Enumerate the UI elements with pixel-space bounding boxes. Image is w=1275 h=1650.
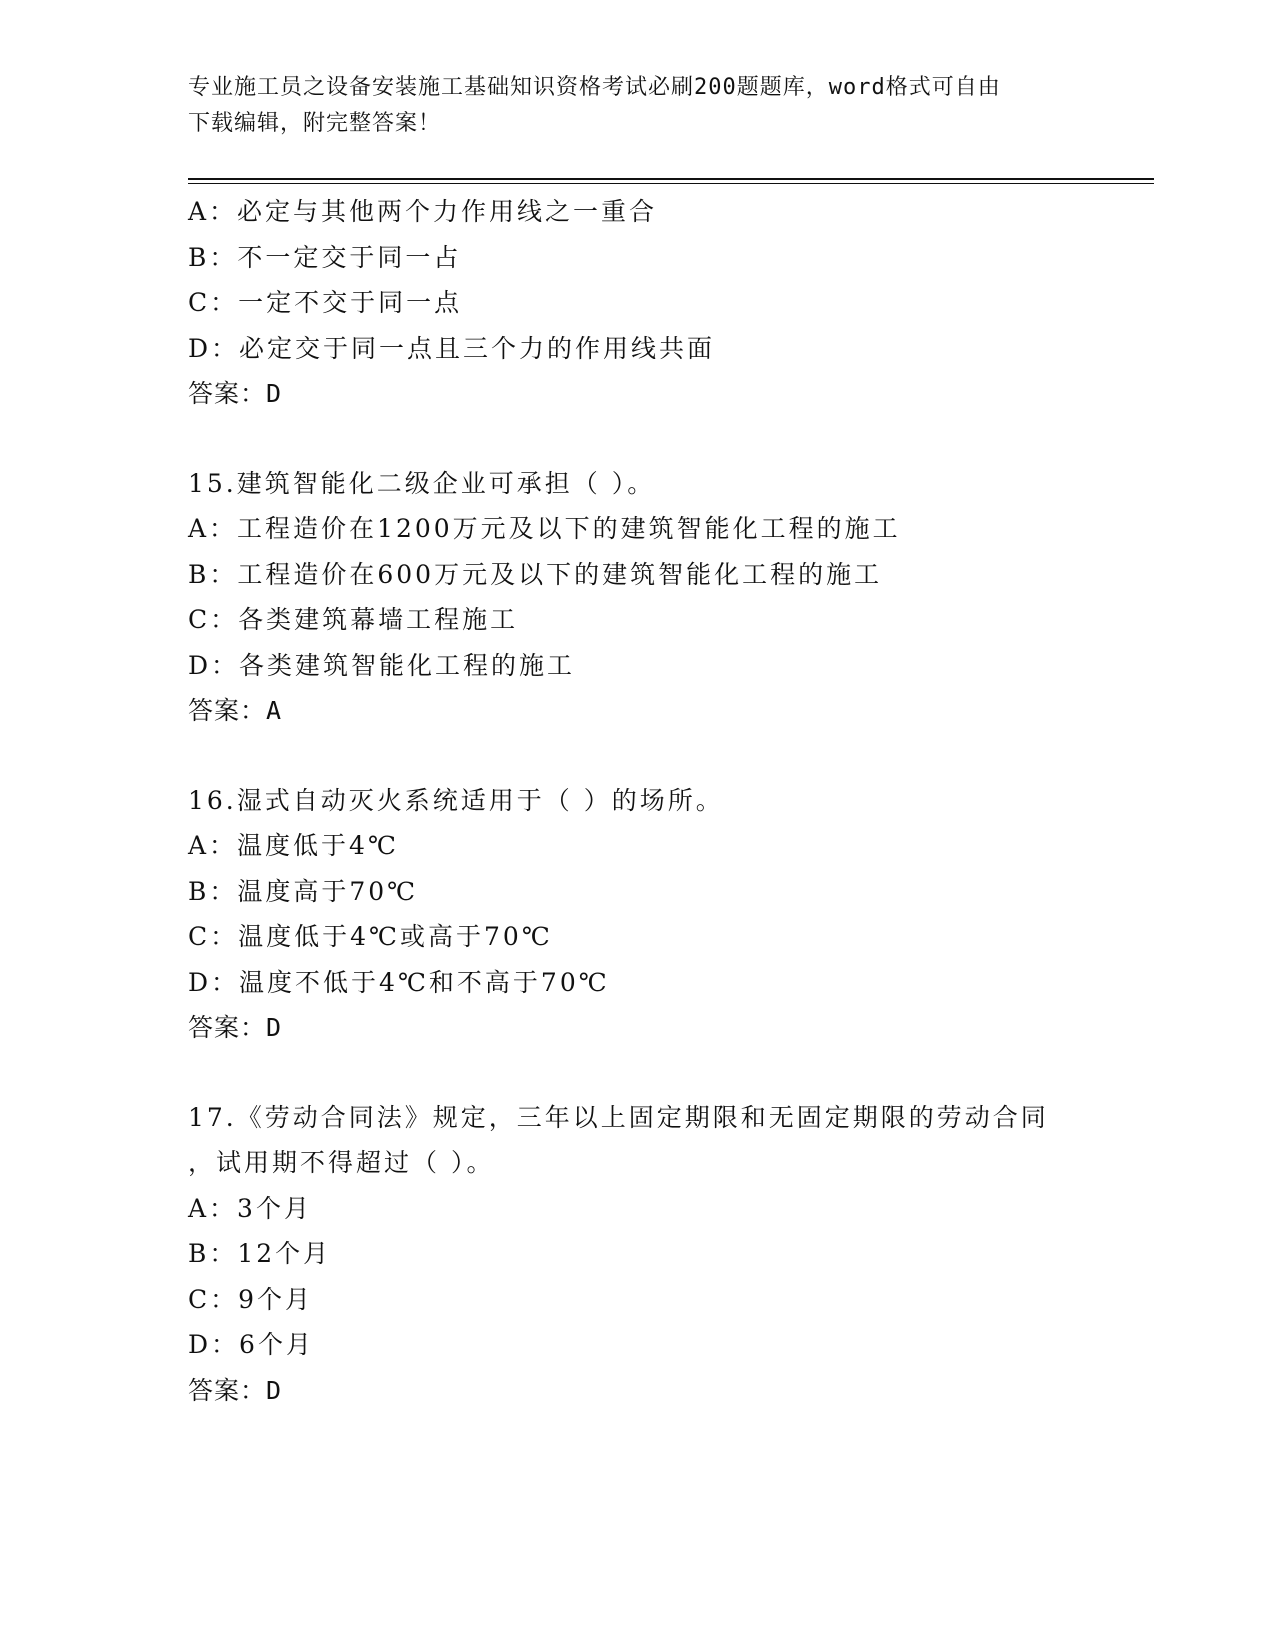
question-14	[188, 189, 1088, 417]
answer-label: 答案：	[188, 696, 267, 725]
document-header	[188, 70, 1088, 142]
answer-line	[188, 688, 1088, 734]
option-a: A：3个月	[188, 1193, 312, 1223]
question-title: 16.湿式自动灭火系统适用于（ ）的场所。	[188, 785, 724, 815]
answer-line	[188, 371, 1088, 417]
header-line-1: 专业施工员之设备安装施工基础知识资格考试必刷200题题库，word格式可自由	[188, 75, 1001, 100]
answer-value: D	[266, 1013, 283, 1042]
option-d: D：必定交于同一点且三个力的作用线共面	[188, 333, 716, 363]
header-rule-thin	[188, 183, 1154, 184]
question-title-line-1: 17.《劳动合同法》规定，三年以上固定期限和无固定期限的劳动合同	[188, 1102, 1049, 1132]
question-title-line-2: ，试用期不得超过（ ）。	[188, 1148, 495, 1177]
option-a: A：必定与其他两个力作用线之一重合	[188, 197, 658, 226]
header-line-2: 下载编辑，附完整答案！	[188, 111, 442, 136]
option-b: B：12个月	[188, 1239, 332, 1268]
answer-label: 答案：	[188, 1375, 267, 1405]
option-c: C：9个月	[188, 1284, 314, 1314]
document-body	[188, 189, 1088, 1413]
option-b: B：工程造价在600万元及以下的建筑智能化工程的施工	[188, 559, 883, 589]
option-b: B：温度高于70℃	[188, 876, 419, 906]
option-d: D：温度不低于4℃和不高于70℃	[188, 967, 610, 997]
option-c: C：温度低于4℃或高于70℃	[188, 922, 553, 951]
answer-label: 答案：	[188, 379, 267, 408]
header-rule-thick	[188, 178, 1154, 180]
option-b: B：不一定交于同一占	[188, 242, 462, 272]
answer-line	[188, 1368, 1088, 1414]
answer-value: D	[266, 379, 283, 408]
answer-label: 答案：	[188, 1013, 267, 1042]
question-15	[188, 461, 1088, 734]
question-16	[188, 778, 1088, 1051]
answer-line	[188, 1005, 1088, 1051]
answer-value: D	[266, 1375, 283, 1405]
option-d: D：各类建筑智能化工程的施工	[188, 650, 576, 680]
answer-value: A	[266, 696, 283, 725]
question-17	[188, 1095, 1088, 1414]
option-a: A：温度低于4℃	[188, 831, 399, 860]
option-c: C：一定不交于同一点	[188, 288, 463, 317]
question-title: 15.建筑智能化二级企业可承担（ ）。	[188, 468, 656, 498]
option-c: C：各类建筑幕墙工程施工	[188, 605, 519, 634]
option-d: D：6个月	[188, 1330, 314, 1359]
option-a: A：工程造价在1200万元及以下的建筑智能化工程的施工	[188, 514, 901, 543]
